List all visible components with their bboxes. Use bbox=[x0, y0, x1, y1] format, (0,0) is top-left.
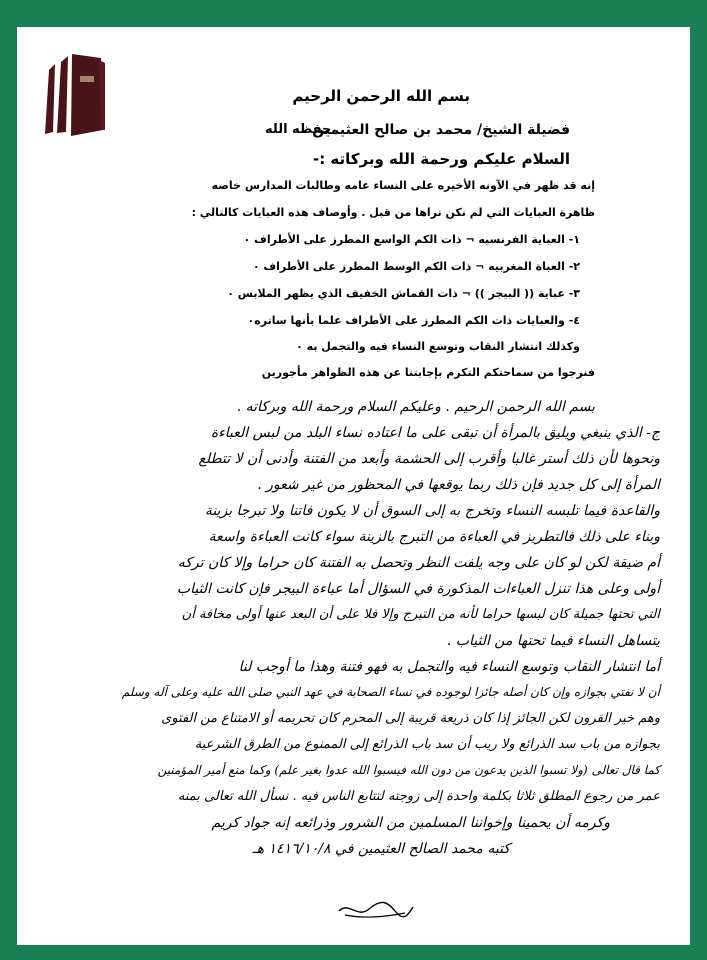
honorific: حفظه الله bbox=[265, 122, 332, 137]
library-logo-icon bbox=[41, 40, 105, 136]
question-line: ١- العباية الفرنسيه ¬ ذات الكم الواسع المطرز على الأطراف ٠ bbox=[243, 233, 580, 246]
answer-line: وبناء على ذلك فالتطريز في العباءة من التبرج بالزينة سواء كانت العباءة واسعة bbox=[208, 529, 660, 545]
answer-line: يتساهل النساء فيما تحتها من الثياب . bbox=[446, 633, 660, 649]
document-page bbox=[17, 27, 690, 945]
question-line: فنرجوا من سماحتكم التكرم بإجابتنا عن هذه الظواهر مأجورين bbox=[261, 366, 595, 379]
question-line: ٤- والعبايات ذات الكم المطرز على الأطراف علما بأنها ساتره٠ bbox=[247, 314, 580, 327]
greeting: السلام عليكم ورحمة الله وبركاته :- bbox=[312, 150, 570, 168]
basmala-heading: بسم الله الرحمن الرحيم bbox=[292, 87, 470, 105]
answer-line: وكرمه أن يحمينا وإخواننا المسلمين من الشرور وذرائعه إنه جواد كريم bbox=[211, 815, 610, 831]
answer-line: كما قال تعالى (ولا تسبوا الذين يدعون من دون الله فيسبوا الله عدوا بغير علم) وكما منع أمير المؤمنين bbox=[157, 763, 660, 777]
answer-line: وهم خير القرون لكن الجائز إذا كان ذريعة قريبة إلى المحرم كان تحريمه أو الامتناع من الفتوى bbox=[161, 711, 660, 726]
answer-line: عمر من رجوع المطلق ثلاثا بكلمة واحدة إلى زوجته لتتابع الناس فيه . نسأل الله تعالى بمنه bbox=[177, 789, 660, 804]
question-line: وكذلك انتشار النقاب وتوسع النساء فيه والتجمل به ٠ bbox=[296, 340, 580, 353]
answer-line: التي تحتها جميلة كان لبسها حراما لأنه من التبرج وإلا فلا على أن البعد عنها أولى مخافة أن bbox=[181, 607, 660, 622]
answer-line: أن لا نفتي بجوازه وإن كان أصله جائزا لوجوده في نساء الصحابة في عهد النبي صلى الله عليه وعلى آله وسلم bbox=[121, 685, 660, 699]
answer-line: أم ضيقة لكن لو كان على وجه يلفت النظر وتحصل به الفتنة كان حراما وإلا كان تركه bbox=[177, 555, 660, 571]
answer-line: بسم الله الرحمن الرحيم . وعليكم السلام ورحمة الله وبركاته . bbox=[236, 399, 595, 415]
question-line: ظاهرة العبايات التي لم نكن نراها من قبل . وأوصاف هذه العبايات كالتالي : bbox=[191, 206, 595, 219]
answer-line: ونحوها لأن ذلك أستر غالبا وأقرب إلى الحشمة وأبعد من الفتنة وأدنى أن لا تتطلع bbox=[198, 451, 660, 467]
answer-line: والقاعدة فيما تلبسه النساء وتخرج به إلى السوق أن لا يكون فاتنا ولا تبرجا بزينة bbox=[204, 503, 660, 519]
answer-line: المرأة إلى كل جديد فإن ذلك ربما يوقعها في المحظور من غير شعور . bbox=[257, 477, 660, 493]
signature-icon bbox=[335, 897, 415, 921]
answer-line: ج- الذي ينبغي ويليق بالمرأة أن تبقى على ما اعتاده نساء البلد من لبس العباءة bbox=[210, 425, 660, 441]
addressee: فضيلة الشيخ/ محمد بن صالح العثيمين bbox=[312, 122, 570, 138]
answer-line: بجوازه من باب سد الذرائع ولا ريب أن سد باب الذرائع إلى الممنوع من الطرق الشرعية bbox=[194, 737, 660, 752]
signature-line: كتبه محمد الصالح العثيمين في ١٤١٦/١٠/٨ هـ bbox=[252, 841, 510, 857]
answer-line: أولى وعلى هذا تنزل العباءات المذكورة في السؤال أما عباءة البيجر فإن كانت الثياب bbox=[176, 581, 660, 597]
answer-line: أما انتشار النقاب وتوسع النساء فيه والتجمل به فهو فتنة وهذا ما أوجب لنا bbox=[238, 659, 660, 675]
question-line: ٢- العباة المغربيه ¬ ذات الكم الوسط المطرز على الأطراف ٠ bbox=[252, 260, 580, 273]
question-line: ٣- عباية (( البيجر )) ¬ ذات القماش الخفيف الذي يظهر الملابس ٠ bbox=[227, 287, 580, 300]
question-line: إنه قد ظهر في الآونه الأخيره على النساء عامه وطالبات المدارس خاصه bbox=[211, 179, 595, 192]
